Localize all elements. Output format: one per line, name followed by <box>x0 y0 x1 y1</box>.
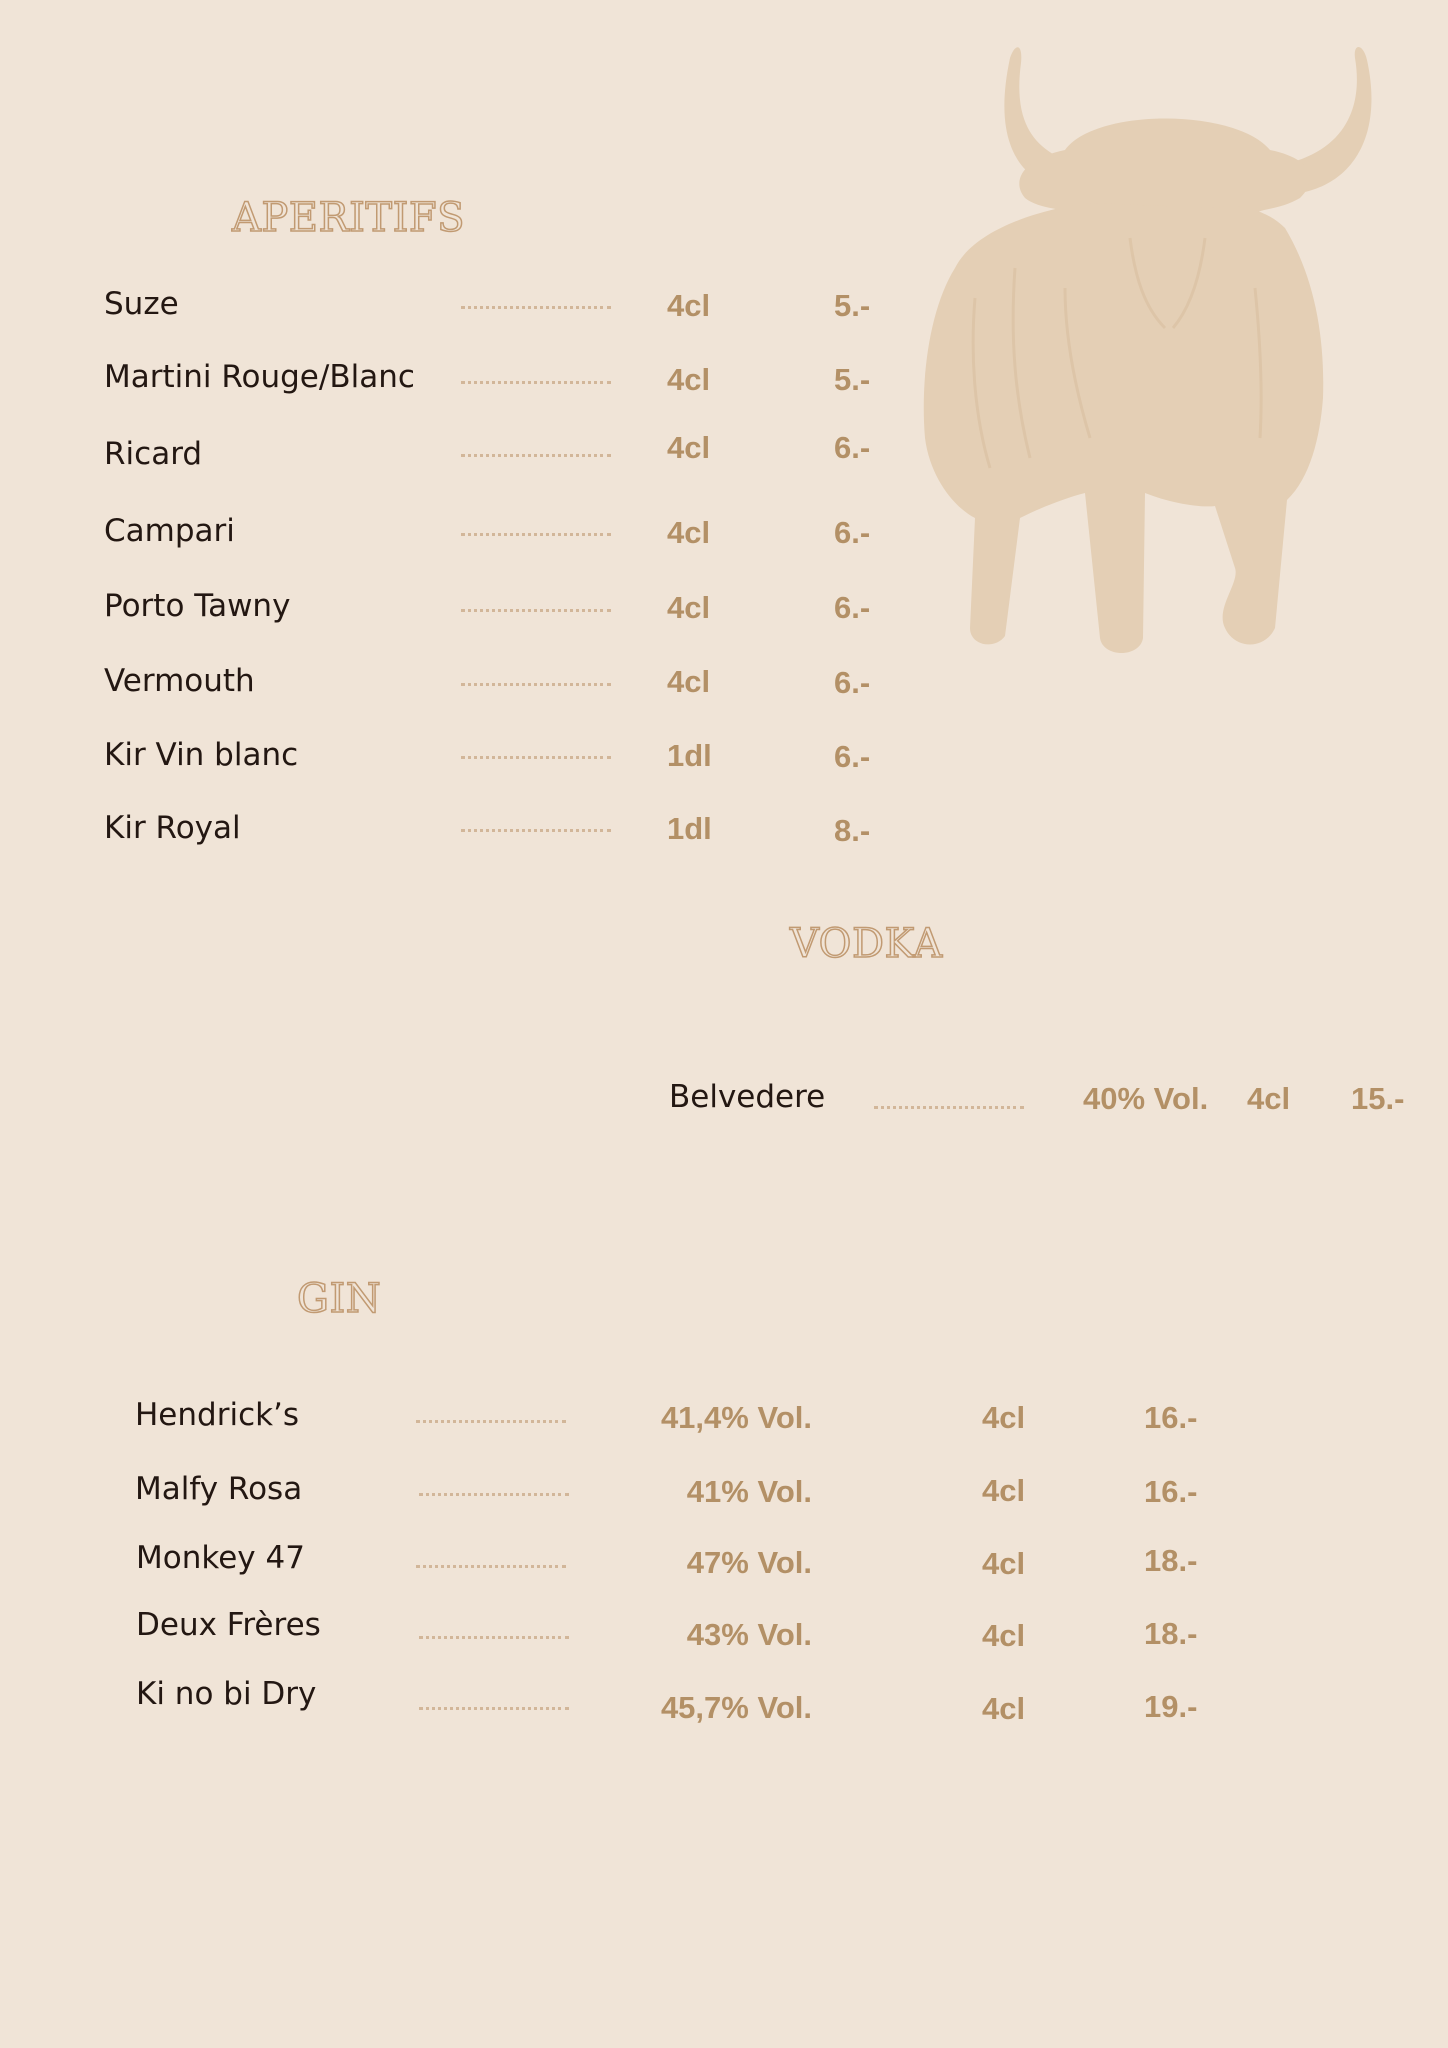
drink-abv: 41,4% Vol. <box>660 1400 812 1435</box>
drink-size: 4cl <box>982 1473 1026 1508</box>
drink-size: 4cl <box>982 1546 1026 1581</box>
drink-abv: 47% Vol. <box>686 1545 812 1580</box>
drink-price: 16.- <box>1144 1400 1198 1435</box>
drink-name: Kir Royal <box>104 810 241 846</box>
drink-size: 4cl <box>667 664 711 699</box>
drink-name: Monkey 47 <box>136 1540 305 1576</box>
drink-price: 6.- <box>834 515 871 550</box>
drink-name: Martini Rouge/Blanc <box>104 359 415 395</box>
drink-size: 1dl <box>667 738 712 773</box>
drink-size: 4cl <box>982 1618 1026 1653</box>
drink-size: 4cl <box>982 1400 1026 1435</box>
leader-dots <box>416 1420 566 1423</box>
section-heading-vodka: VODKA <box>790 921 943 967</box>
drink-name: Deux Frères <box>136 1607 321 1643</box>
drink-size: 4cl <box>667 288 711 323</box>
drink-abv: 40% Vol. <box>1083 1081 1209 1116</box>
drink-size: 4cl <box>667 515 711 550</box>
leader-dots <box>874 1106 1024 1109</box>
leader-dots <box>419 1636 569 1639</box>
bull-illustration-icon <box>915 38 1415 688</box>
drink-size: 4cl <box>667 430 711 465</box>
leader-dots <box>461 609 611 612</box>
drink-price: 18.- <box>1144 1616 1198 1651</box>
drink-price: 5.- <box>834 362 871 397</box>
leader-dots <box>419 1707 569 1710</box>
leader-dots <box>461 533 611 536</box>
drink-name: Hendrick’s <box>135 1397 300 1433</box>
leader-dots <box>461 683 611 686</box>
drink-price: 15.- <box>1351 1081 1405 1116</box>
drink-name: Vermouth <box>104 663 255 699</box>
section-heading-aperitifs: APERITIFS <box>232 195 466 241</box>
section-heading-gin: GIN <box>297 1276 382 1322</box>
drink-price: 5.- <box>834 288 871 323</box>
drink-price: 19.- <box>1144 1689 1198 1724</box>
drink-price: 6.- <box>834 430 871 465</box>
drink-price: 16.- <box>1144 1474 1198 1509</box>
leader-dots <box>419 1493 569 1496</box>
drink-abv: 41% Vol. <box>686 1474 812 1509</box>
drink-name: Ricard <box>104 436 203 472</box>
drink-name: Suze <box>104 286 179 322</box>
drink-abv: 45,7% Vol. <box>660 1690 812 1725</box>
drink-price: 18.- <box>1144 1543 1198 1578</box>
drink-name: Malfy Rosa <box>135 1471 303 1507</box>
drink-name: Kir Vin blanc <box>104 737 299 773</box>
drink-name: Campari <box>104 513 235 549</box>
leader-dots <box>461 381 611 384</box>
leader-dots <box>461 306 611 309</box>
drink-price: 8.- <box>834 813 871 848</box>
drink-price: 6.- <box>834 665 871 700</box>
drink-price: 6.- <box>834 739 871 774</box>
drink-price: 6.- <box>834 590 871 625</box>
leader-dots <box>461 756 611 759</box>
drink-size: 4cl <box>982 1691 1026 1726</box>
drink-name: Belvedere <box>669 1079 826 1115</box>
drink-name: Ki no bi Dry <box>136 1676 317 1712</box>
leader-dots <box>461 454 611 457</box>
drink-size: 1dl <box>667 811 712 846</box>
drink-size: 4cl <box>667 362 711 397</box>
leader-dots <box>461 829 611 832</box>
drink-name: Porto Tawny <box>104 588 291 624</box>
drink-size: 4cl <box>1247 1081 1291 1116</box>
drink-size: 4cl <box>667 590 711 625</box>
leader-dots <box>416 1565 566 1568</box>
drink-abv: 43% Vol. <box>686 1617 812 1652</box>
